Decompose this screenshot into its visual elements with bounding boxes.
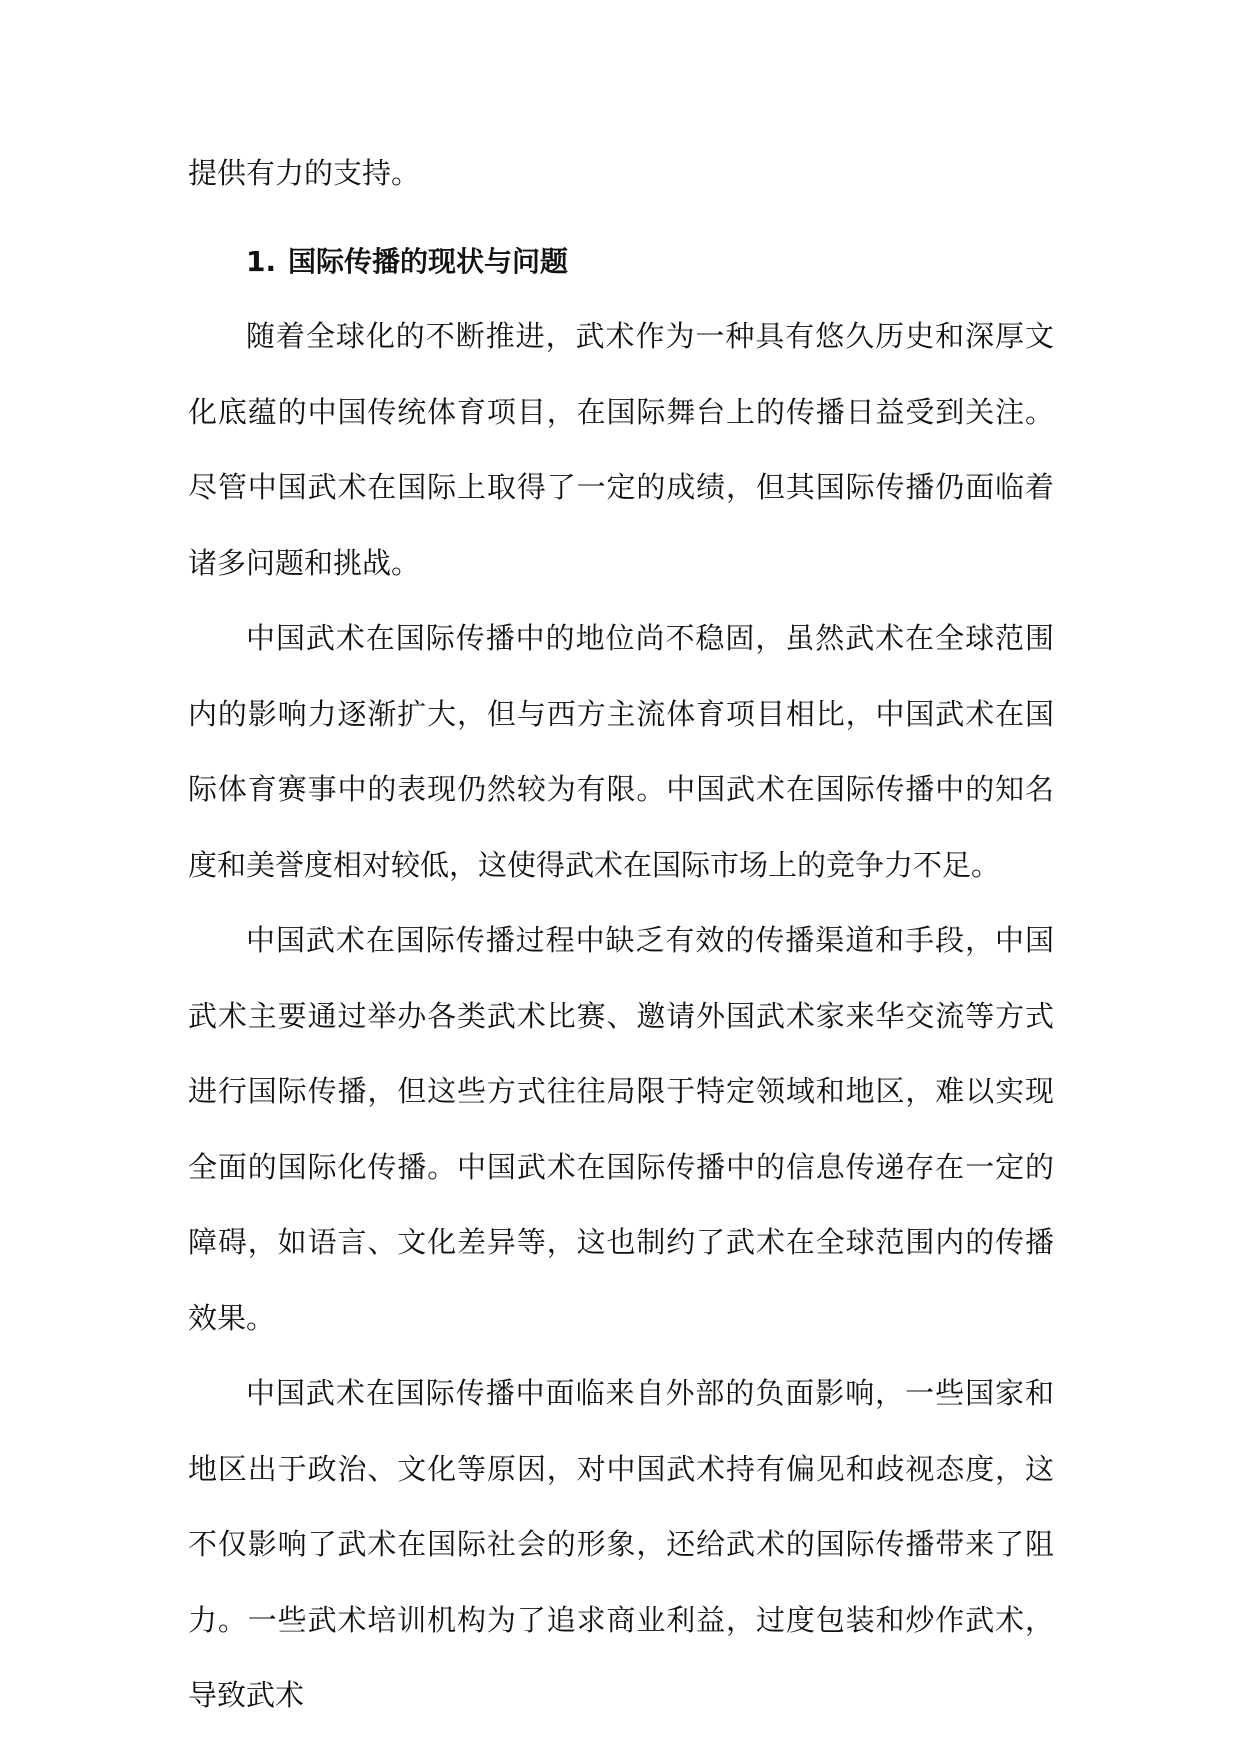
section-heading [188, 224, 1054, 300]
section-number: 1. [246, 244, 277, 278]
paragraph-2: 中国武术在国际传播中的地位尚不稳固，虽然武术在全球范围内的影响力逐渐扩大，但与西方主流体育项目相比，中国武术在国际体育赛事中的表现仍然较为有限。中国武术在国际传播中的知名度和美誉度相对较低，这使得武术在国际市场上的竞争力不足。 [188, 621, 1054, 882]
paragraph-3: 中国武术在国际传播过程中缺乏有效的传播渠道和手段，中国武术主要通过举办各类武术比赛、邀请外国武术家来华交流等方式进行国际传播，但这些方式往往局限于特定领域和地区，难以实现全面的国际化传播。中国武术在国际传播中的信息传递存在一定的障碍，如语言、文化差异等，这也制约了武术在全球范围内的传播效果。 [188, 923, 1054, 1335]
paragraph-1: 随着全球化的不断推进，武术作为一种具有悠久历史和深厚文化底蕴的中国传统体育项目，在国际舞台上的传播日益受到关注。尽管中国武术在国际上取得了一定的成绩，但其国际传播仍面临着诸多问题和挑战。 [188, 319, 1054, 580]
page-content [188, 136, 1054, 1734]
continuation-text: 提供有力的支持。 [188, 156, 421, 190]
section-title: 国际传播的现状与问题 [288, 244, 569, 278]
paragraph-4: 中国武术在国际传播中面临来自外部的负面影响，一些国家和地区出于政治、文化等原因，对中国武术持有偏见和歧视态度，这不仅影响了武术在国际社会的形象，还给武术的国际传播带来了阻力。一些武术培训机构为了追求商业利益，过度包装和炒作武术，导致武术 [188, 1376, 1054, 1712]
